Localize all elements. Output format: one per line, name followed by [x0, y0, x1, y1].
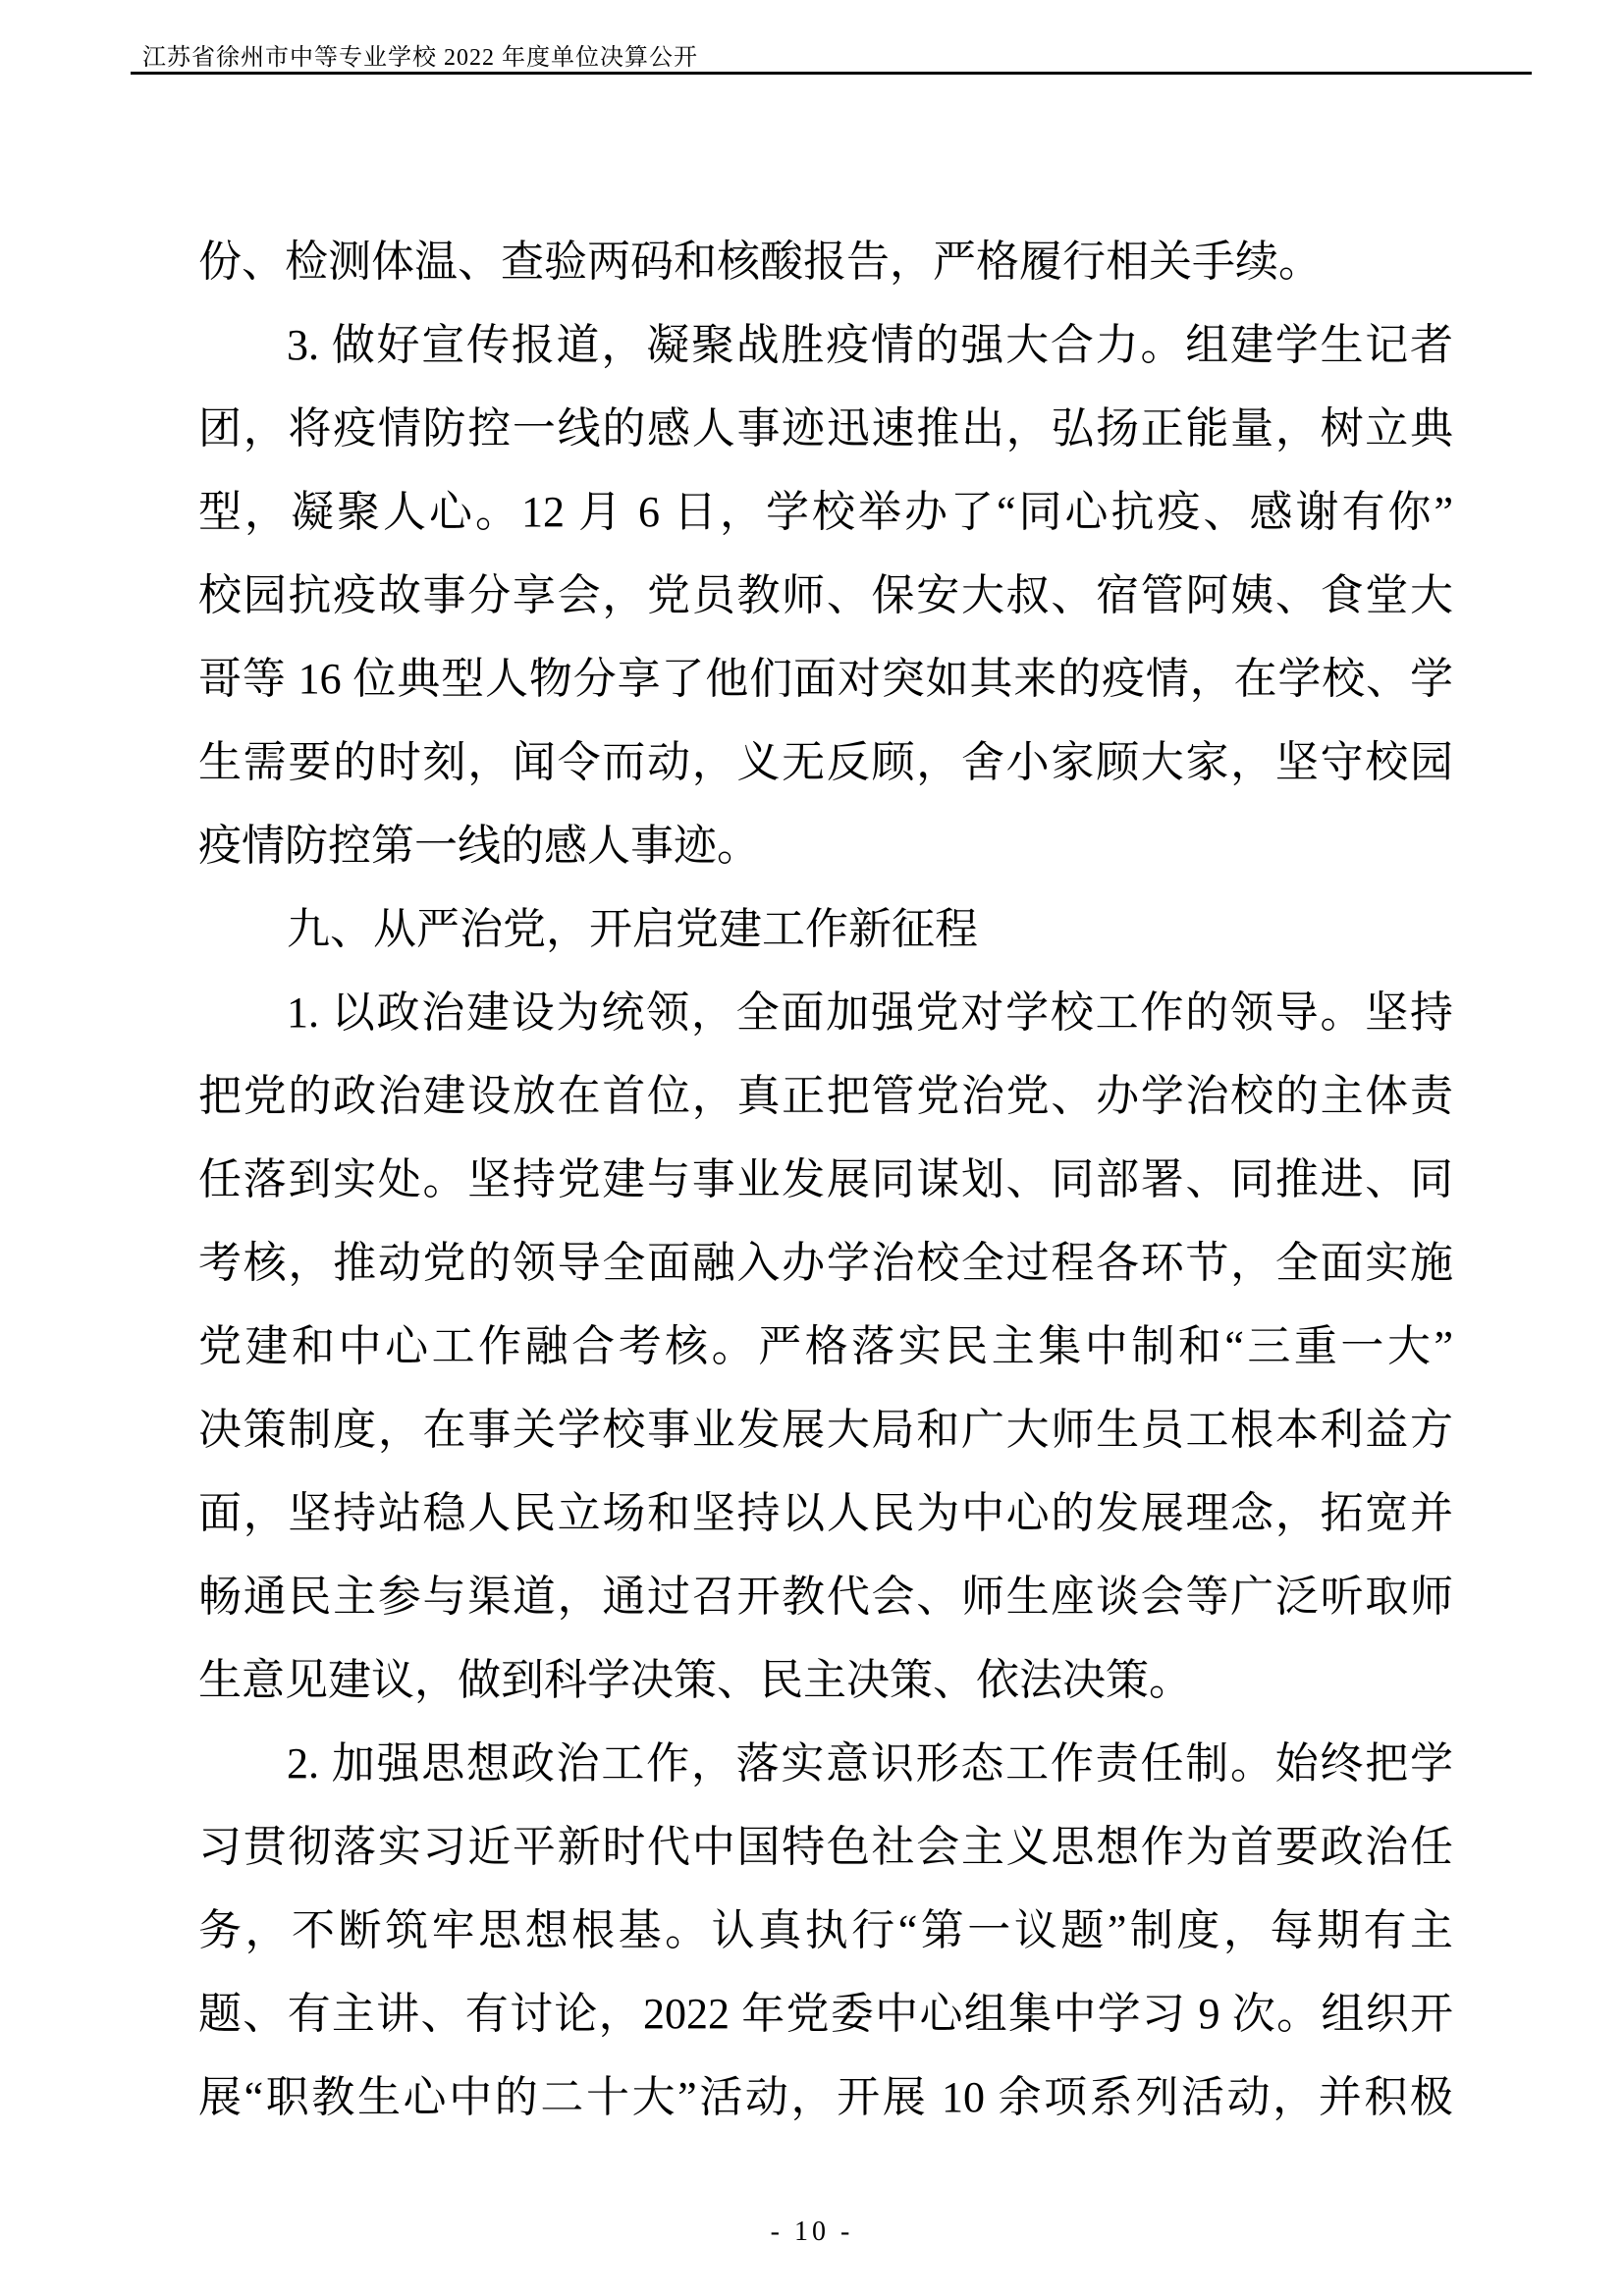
text-line: 生意见建议，做到科学决策、民主决策、依法决策。	[198, 1656, 1192, 1704]
text-line: 面，坚持站稳人民立场和坚持以人民为中心的发展理念，拓宽并	[198, 1489, 1453, 1537]
text-line: 题、有主讲、有讨论，2022 年党委中心组集中学习 9 次。组织开	[198, 1990, 1453, 2038]
text-line: 展“职教生心中的二十大”活动，开展 10 余项系列活动，并积极	[198, 2073, 1453, 2121]
text-line: 考核，推动党的领导全面融入办学治校全过程各环节，全面实施	[198, 1239, 1453, 1287]
text-line: 哥等 16 位典型人物分享了他们面对突如其来的疫情，在学校、学	[198, 655, 1453, 703]
text-line: 型，凝聚人心。12 月 6 日，学校举办了“同心抗疫、感谢有你”	[198, 488, 1453, 536]
page-number: - 10 -	[770, 2216, 854, 2247]
text-line: 2. 加强思想政治工作，落实意识形态工作责任制。始终把学	[287, 1739, 1453, 1788]
text-line: 疫情防控第一线的感人事迹。	[198, 822, 760, 870]
text-line: 务，不断筑牢思想根基。认真执行“第一议题”制度，每期有主	[198, 1906, 1453, 1954]
text-line: 党建和中心工作融合考核。严格落实民主集中制和“三重一大”	[198, 1322, 1453, 1370]
text-line: 畅通民主参与渠道，通过召开教代会、师生座谈会等广泛听取师	[198, 1573, 1453, 1621]
text-line: 习贯彻落实习近平新时代中国特色社会主义思想作为首要政治任	[198, 1823, 1453, 1871]
text-line: 决策制度，在事关学校事业发展大局和广大师生员工根本利益方	[198, 1406, 1453, 1454]
header-rule	[131, 72, 1532, 75]
text-line: 份、检测体温、查验两码和核酸报告，严格履行相关手续。	[198, 238, 1322, 286]
text-line: 团，将疫情防控一线的感人事迹迅速推出，弘扬正能量，树立典	[198, 404, 1453, 453]
header-title: 江苏省徐州市中等专业学校 2022 年度单位决算公开	[142, 45, 698, 71]
text-line: 1. 以政治建设为统领，全面加强党对学校工作的领导。坚持	[287, 988, 1453, 1037]
text-line: 把党的政治建设放在首位，真正把管党治党、办学治校的主体责	[198, 1072, 1453, 1120]
text-line: 生需要的时刻，闻令而动，义无反顾，舍小家顾大家，坚守校园	[198, 738, 1453, 786]
document-body	[198, 220, 1453, 2139]
text-line: 校园抗疫故事分享会，党员教师、保安大叔、宿管阿姨、食堂大	[198, 571, 1453, 619]
text-line: 3. 做好宣传报道，凝聚战胜疫情的强大合力。组建学生记者	[287, 321, 1453, 369]
text-line: 任落到实处。坚持党建与事业发展同谋划、同部署、同推进、同	[198, 1155, 1453, 1203]
text-line: 九、从严治党，开启党建工作新征程	[287, 905, 978, 953]
